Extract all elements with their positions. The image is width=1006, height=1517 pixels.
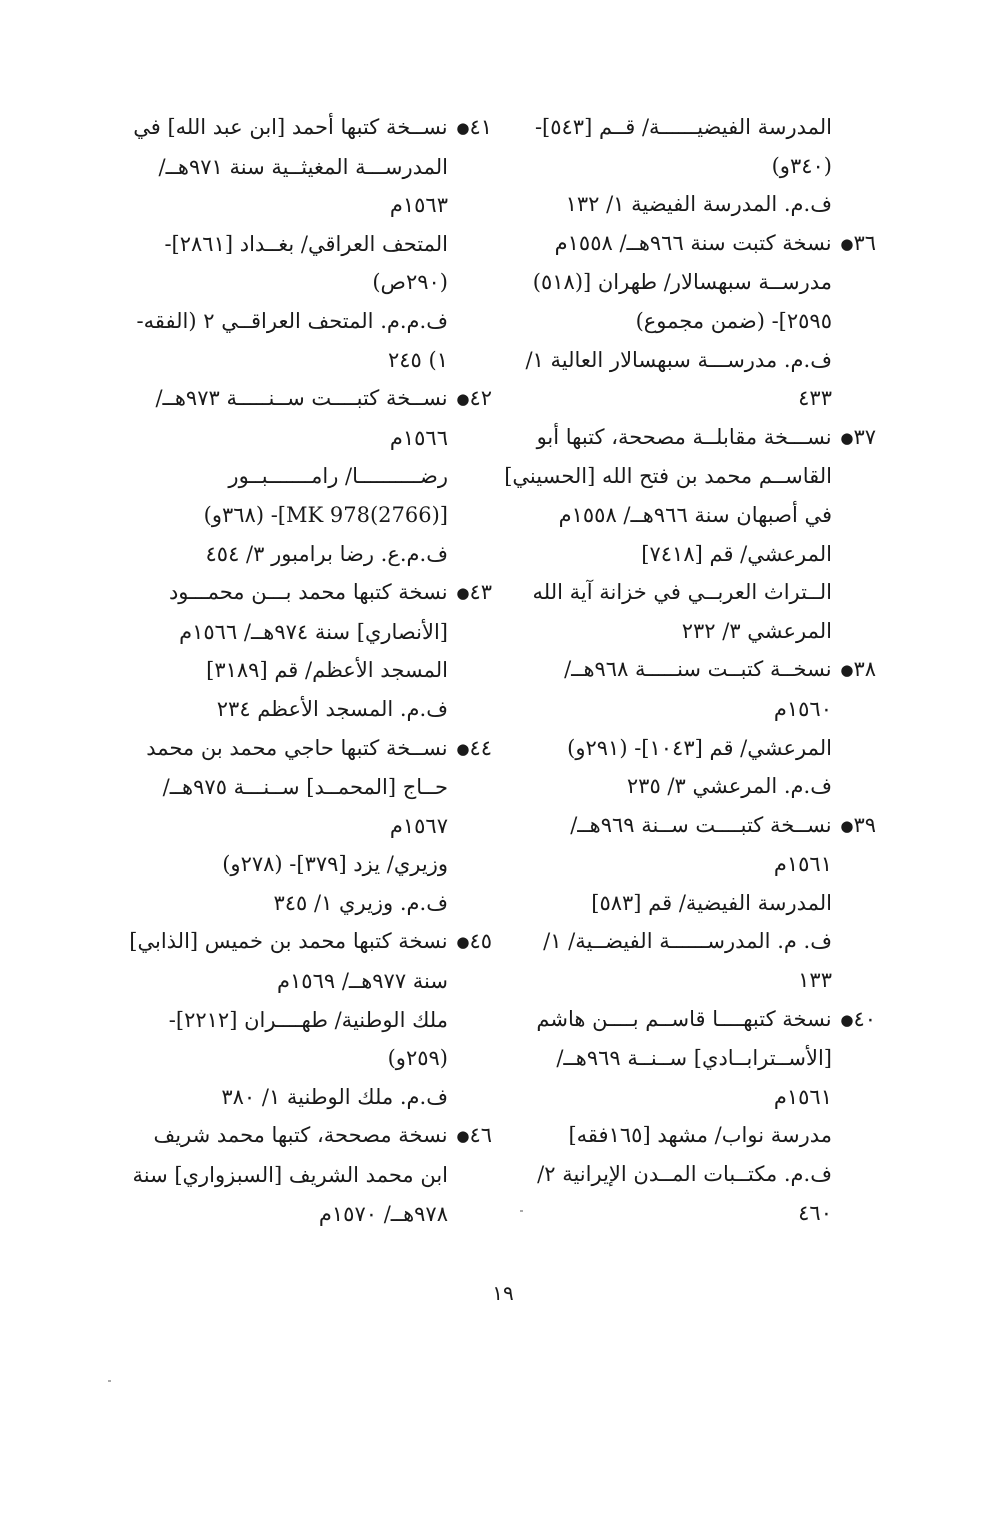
entry-line: المدرسة الفيضيــــــة/ قــم [٥٤٣]-: [534, 115, 832, 139]
entry-line: سنة ٩٧٧هــ/ ١٥٦٩م: [277, 969, 448, 994]
numbered-entry: [520, 650, 876, 690]
entry-line: المسجد الأعظم/ قم [٣١٨٩]: [206, 658, 448, 683]
bullet-icon: ●: [456, 584, 470, 603]
bullet-icon: ●: [840, 428, 854, 447]
entry-line: ١٥٦٣م: [389, 193, 448, 218]
numbered-entry: [520, 224, 876, 264]
entry-line: المرعشي/ قم [٧٤١٨]: [641, 541, 832, 566]
numbered-entry: [140, 729, 492, 769]
entry-line: ف.م. ملك الوطنية ١/ ٣٨٠: [221, 1084, 448, 1109]
numbered-entry: [140, 573, 492, 613]
entry-text: نسخة كتبها محمد بـــن محمـــود: [168, 580, 448, 605]
numbered-entry: [520, 1000, 876, 1040]
bullet-icon: ●: [840, 1010, 854, 1029]
scan-speck: [108, 1380, 111, 1382]
bullet-icon: ●: [456, 119, 470, 137]
entry-line: المرعشي/ قم [١٠٤٣]- (٢٩١و): [567, 735, 832, 760]
bullet-icon: ●: [456, 1127, 470, 1146]
entry-line: ف.م. المسجد الأعظم ٢٣٤: [216, 696, 448, 721]
entry-number: ٣٩: [853, 812, 876, 837]
entry-number: ٣٨: [853, 657, 876, 682]
bullet-icon: ●: [456, 739, 470, 758]
entry-line: رضــــــــــا/ رامـــــــبــور: [228, 464, 448, 489]
entry-line: (٢٥٩و): [387, 1046, 448, 1071]
entry-line: ١) ٢٤٥: [388, 347, 448, 372]
entry-line: ٢٥٩٥]- (ضمن مجموع): [635, 308, 832, 333]
entry-line: [الأنصاري] سنة ٩٧٤هــ/ ١٥٦٦م: [179, 619, 448, 644]
entry-line: ف.م.ع. رضا برامبور ٣/ ٤٥٤: [205, 541, 448, 566]
page-number: ١٩: [492, 1281, 514, 1305]
numbered-entry: [133, 108, 492, 148]
entry-number: ٤٥: [469, 929, 492, 954]
entry-line: ف. م. المدرســــــة الفيضــية/ ١/: [543, 929, 832, 954]
entry-number: ٤٠: [853, 1006, 876, 1031]
numbered-entry: [520, 418, 876, 458]
bullet-icon: ●: [840, 816, 854, 835]
entry-line: ١٥٦٦م: [389, 425, 448, 450]
entry-line: ٩٧٨هــ/ ١٥٧٠م: [318, 1201, 448, 1226]
entry-line: المدرســـة المغيثــية سنة ٩٧١هــ/: [158, 154, 448, 179]
entry-line: وزيري/ يزد [٣٧٩]- (٢٧٨و): [222, 852, 448, 877]
entry-line: ف.م. المدرسة الفيضية ١/ ١٣٢: [565, 192, 832, 217]
entry-line: ١٣٣: [798, 968, 832, 993]
entry-text: نسخة كتبت سنة ٩٦٦هــ/ ١٥٥٨م: [554, 230, 832, 255]
scan-speck: [520, 1210, 523, 1212]
numbered-entry: [140, 379, 492, 419]
entry-line: المدرسة الفيضية/ قم [٥٨٣]: [591, 890, 832, 915]
entry-line: ٤٦٠: [798, 1200, 832, 1225]
entry-number: ٤٦: [469, 1123, 492, 1148]
entry-text: نسخة كتبهــــا قاســم بــــن هاشم: [536, 1006, 832, 1031]
entry-text: نســخة كتبــــت ســنـــــة ٩٧٣هــ/: [155, 386, 448, 411]
entry-line: ف.م.م. المتحف العراقــي ٢ (الفقه-: [136, 308, 448, 333]
entry-line: ٤٣٣: [798, 386, 832, 411]
entry-line: الــتراث العربــي في خزانة آية الله: [532, 580, 832, 605]
entry-line: ف.م. مدرســـة سبهسالار العالية ١/: [525, 347, 832, 372]
right-column: [504, 108, 876, 1232]
entry-number: ٤٤: [469, 735, 492, 760]
entry-line: المتحف العراقي/ بغــداد [٢٨٦١]-: [164, 231, 448, 256]
entry-line: ف.م. وزيري ١/ ٣٤٥: [273, 890, 448, 915]
bullet-icon: ●: [456, 390, 470, 409]
numbered-entry: [129, 922, 492, 962]
entry-text: نســخة كتبــــت ســنة ٩٦٩هــ/: [570, 812, 832, 837]
entry-line: مدرسة نواب/ مشهد [١٦٥فقه]: [568, 1123, 832, 1148]
numbered-entry: [520, 806, 876, 846]
entry-line: [الأســترابــادي] ســنــة ٩٦٩هــ/: [556, 1046, 832, 1071]
entry-line: ١٥٦١م: [773, 1084, 832, 1109]
entry-line: القاســم محمد بن فتح الله [الحسيني]: [504, 464, 832, 489]
entry-number: ٤٣: [469, 580, 492, 605]
entry-line: المرعشي ٣/ ٢٣٢: [681, 618, 832, 643]
entry-line: ابن محمد الشريف [السبزواري] سنة: [132, 1163, 448, 1188]
entry-number: ٤٢: [469, 386, 492, 411]
entry-text: نســخة كتبها حاجي محمد بن محمد: [146, 735, 448, 760]
entry-text: نسخة مصححة، كتبها محمد شريف: [153, 1123, 448, 1148]
entry-line: (٣٤٠و): [771, 153, 832, 178]
bullet-icon: ●: [840, 661, 854, 680]
entry-text: نســخة كتبها أحمد [ابن عبد الله] في: [133, 115, 448, 139]
entry-line: حــاج [المحمــد] ســنـــة ٩٧٥هــ/: [162, 775, 448, 800]
entry-text: نســـخة مقابلــة مصححة، كتبها أبو: [536, 424, 832, 449]
bullet-icon: ●: [840, 234, 854, 253]
entry-line: ١٥٦١م: [773, 852, 832, 877]
entry-line: ١٥٦٧م: [389, 813, 448, 838]
entry-line: (٢٩٠ص): [372, 270, 448, 295]
entry-text: نسخــة كتبــت سنـــــة ٩٦٨هــ/: [564, 657, 832, 682]
entry-line: ف.م. المرعشي ٣/ ٢٣٥: [626, 774, 832, 799]
numbered-entry: [140, 1116, 492, 1156]
entry-line: مدرســة سبهسالار/ طهران [(٥١٨): [532, 270, 832, 295]
entry-line: ١٥٦٠م: [773, 696, 832, 721]
entry-number: ٤١: [469, 115, 492, 139]
left-column: [129, 108, 492, 1233]
entry-line: ف.م. مكتــبات المــدن الإيرانية ٢/: [537, 1162, 832, 1187]
entry-number: ٣٧: [853, 424, 876, 449]
entry-line: [MK 978(2766)]- (٣٦٨و): [203, 502, 448, 527]
entry-text: نسخة كتبها محمد بن خميس [الذابي]: [129, 929, 448, 954]
entry-line: في أصبهان سنة ٩٦٦هــ/ ١٥٥٨م: [558, 502, 832, 527]
entry-number: ٣٦: [853, 230, 876, 255]
bullet-icon: ●: [456, 933, 470, 952]
entry-line: ملك الوطنية/ طهــــران [٢٢١٢]-: [168, 1007, 448, 1032]
